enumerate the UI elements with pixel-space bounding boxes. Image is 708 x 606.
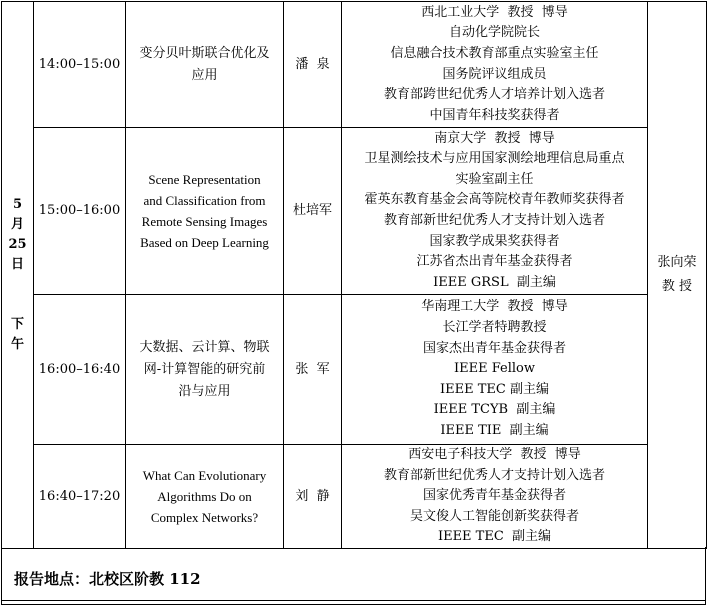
title-line: 沿与应用 [178,383,231,399]
bio-line: 西安电子科技大学 教授 博导 [408,447,581,463]
bio-line: 信息融合技术教育部重点实验室主任 [390,45,599,61]
bio-line: 西北工业大学 教授 博导 [421,4,568,20]
title-line: What Can Evolutionary [142,468,267,483]
bio-line: IEEE TIE 副主编 [440,422,549,438]
bio-line: 教育部新世纪优秀人才支持计划入选者 [383,213,605,228]
session-time: 16:00–16:40 [34,295,126,445]
bio-line: 中国青年科技奖获得者 [429,107,560,123]
date-day-char: 日 [10,257,24,272]
date-cell [2,2,34,549]
host-title: 教 授 [661,279,693,294]
title-line: 大数据、云计算、物联 [139,339,270,355]
title-line: 变分贝叶斯联合优化及 [139,45,270,61]
session-title [126,128,284,295]
schedule-table [1,1,707,549]
bio-line: 江苏省杰出青年基金获得者 [416,254,573,270]
title-line: Scene Representation [148,172,261,187]
bio-line: 长江学者特聘教授 [442,320,547,336]
date-month-char: 月 [10,217,24,232]
title-line: 网-计算智能的研究前 [143,361,266,377]
speaker-bio [342,445,648,549]
session-row [2,128,707,295]
title-line: 应用 [191,67,218,83]
title-line: Remote Sensing Images [141,214,268,229]
session-time: 15:00–16:00 [34,128,126,295]
session-title [126,445,284,549]
bio-line: 国家优秀青年基金获得者 [422,488,566,504]
speaker-bio [342,128,648,295]
bio-line: 华南理工大学 教授 博导 [421,299,568,315]
speaker-bio [342,2,648,128]
bio-line: 霍英东教育基金会高等院校青年教师奖获得者 [364,192,625,208]
location-text: 报告地点：北校区阶教 112 [14,570,201,588]
speaker-name: 刘 静 [284,445,342,549]
speaker-bio [342,295,648,445]
bottom-rule [2,600,705,601]
session-time: 14:00–15:00 [34,2,126,128]
date-day: 25 [8,237,27,252]
bio-line: 卫星测绘技术与应用国家测绘地理信息局重点 [364,151,625,167]
speaker-name: 杜培军 [284,128,342,295]
speaker-name: 张 军 [284,295,342,445]
bio-line: 南京大学 教授 博导 [434,130,555,146]
bio-line: 国家杰出青年基金获得者 [422,340,566,356]
session-row [2,295,707,445]
bio-line: 国务院评议组成员 [442,66,547,82]
speaker-name: 潘 泉 [284,2,342,128]
date-month: 5 [12,197,23,212]
location-footer [1,547,706,605]
title-line: Complex Networks? [150,510,259,525]
title-line: Based on Deep Learning [140,235,269,250]
bio-line: 吴文俊人工智能创新奖获得者 [409,508,579,524]
host-name: 张向荣 [657,255,697,270]
period-char-2: 午 [10,337,24,352]
bio-line: 教育部新世纪优秀人才支持计划入选者 [383,467,605,483]
bio-line: IEEE TEC 副主编 [440,381,549,397]
bio-line: 教育部跨世纪优秀人才培养计划入选者 [383,87,605,103]
bio-line: 实验室副主任 [455,171,534,187]
period-char-1: 下 [10,317,24,332]
bio-line: 国家教学成果奖获得者 [429,233,560,249]
title-line: and Classification from [143,193,266,208]
bio-line: IEEE TEC 副主编 [437,529,552,545]
bio-line: IEEE TCYB 副主编 [433,402,556,418]
title-line: Algorithms Do on [157,489,252,504]
session-title [126,295,284,445]
session-time: 16:40–17:20 [34,445,126,549]
session-title [126,2,284,128]
host-cell [648,2,707,549]
bio-line: IEEE Fellow [453,361,535,377]
session-row [2,2,707,128]
session-row [2,445,707,549]
bio-line: IEEE GRSL 副主编 [433,274,556,290]
bio-line: 自动化学院院长 [448,25,540,41]
